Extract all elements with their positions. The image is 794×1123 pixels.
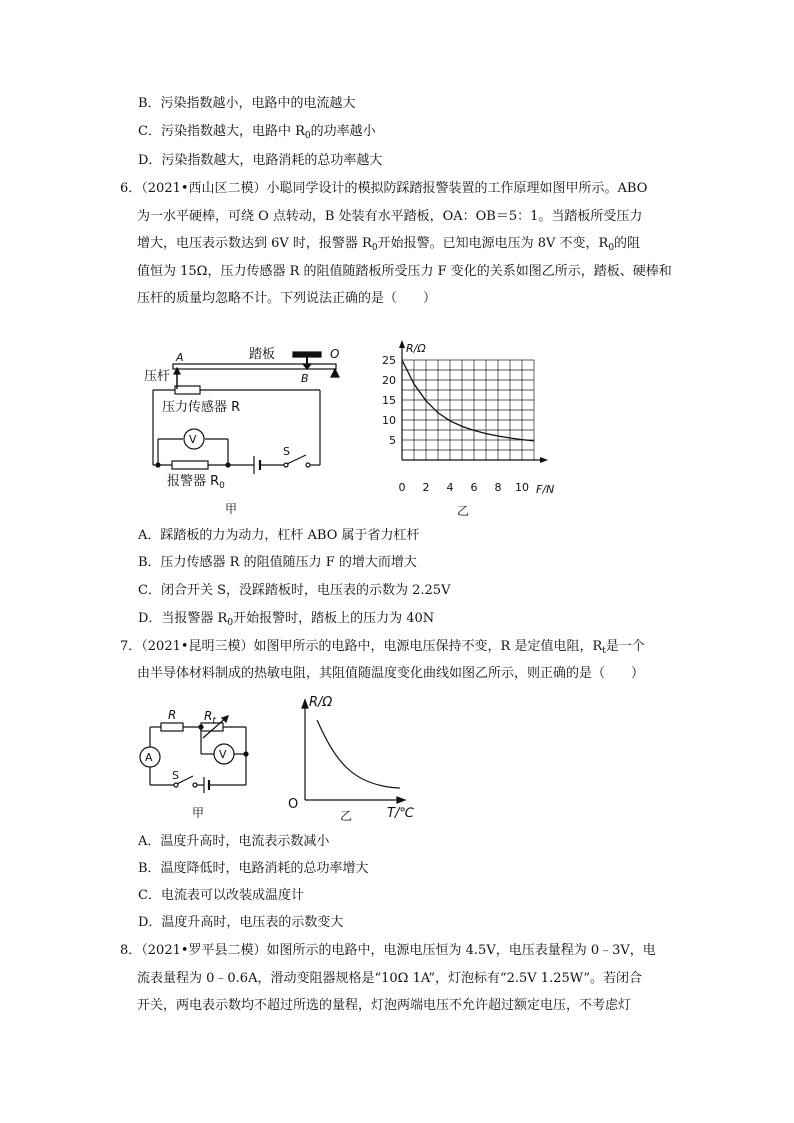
switch-contact-right (306, 463, 310, 467)
label-switch: S (172, 769, 179, 782)
pedal (293, 352, 321, 357)
alarm-resistor (172, 461, 208, 469)
y-tick-label: 15 (382, 394, 396, 407)
q7-figure-jia (140, 716, 248, 793)
q8-line-1: 8．（2021•罗平县二模）如图所示的电路中，电源电压恒为 4.5V，电压表量程为 0﹣3V，电 (120, 943, 656, 958)
label-voltmeter: V (189, 433, 197, 446)
y-tick-label: 5 (389, 434, 396, 447)
pivot-o (331, 369, 339, 377)
y-tick-label: 10 (382, 414, 396, 427)
point-b-marker (303, 364, 311, 369)
q6-line-2: 为一水平硬棒，可绕 O 点转动，B 处装有水平踏板，OA：OB＝5：1。当踏板所受压力 (137, 209, 643, 224)
caption-jia: 甲 (192, 806, 205, 820)
q6-chart-r-f (382, 340, 554, 518)
y-axis-label: R/Ω (406, 342, 426, 355)
label-t-celsius: T/℃ (387, 806, 414, 821)
label-ammeter: A (145, 751, 153, 764)
x-tick-label: 4 (446, 481, 454, 494)
label-sensor: 压力传感器 R (162, 400, 241, 415)
label-pedal: 踏板 (249, 347, 276, 362)
q6-option-d[interactable]: D．当报警器 $R_0$开始报警时，踏板上的压力为 40N (138, 611, 435, 628)
label-press-rod: 压杆 (144, 369, 171, 384)
label-origin: O (288, 797, 299, 812)
q5-option-b: B．污染指数越小，电路中的电流越大 (138, 96, 356, 111)
caption-yi: 乙 (340, 809, 353, 823)
q6-option-a[interactable]: A．踩踏板的力为动力，杠杆 ABO 属于省力杠杆 (138, 528, 420, 543)
x-tick-label: 0 (398, 481, 406, 494)
x-axis-arrow (540, 457, 548, 463)
x-tick-label: 2 (422, 481, 430, 494)
q6-line-3: 增大，电压表示数达到 6V 时，报警器 $R_0$开始报警。已知电源电压为 8V 不变，$R_0$的阻 (137, 236, 641, 253)
q6-line-4: 值恒为 15Ω，压力传感器 R 的阻值随踏板所受压力 F 变化的关系如图乙所示，踏板、硬棒和 (137, 264, 672, 279)
y-axis-arrow (399, 340, 405, 348)
q8-line-3: 开关，两电表示数均不超过所选的量程，灯泡两端电压不允许超过额定电压，不考虑灯 (137, 998, 632, 1013)
x-tick-label: 8 (494, 481, 502, 494)
q7-line-1: 7．（2021•昆明三模）如图甲所示的电路中，电源电压保持不变，R 是定值电阻，$R_t$是一个 (120, 639, 645, 656)
label-voltmeter: V (219, 748, 227, 761)
resistor-r (161, 723, 183, 731)
label-r-ohm: R/Ω (309, 695, 333, 710)
label-switch: S (283, 445, 290, 458)
label-b: B (301, 372, 309, 385)
lever-bar (173, 364, 336, 369)
switch-blade (177, 776, 193, 784)
label-alarm: 报警器 $R_0$ (167, 474, 225, 491)
y-axis-arrow (302, 700, 308, 708)
y-tick-label: 25 (382, 354, 396, 367)
q5-option-c: C．污染指数越大，电路中 $R_0$的功率越小 (138, 124, 376, 141)
label-r: R (168, 708, 177, 722)
y-tick-label: 20 (382, 374, 396, 387)
q6-option-c[interactable]: C．闭合开关 S，没踩踏板时，电压表的示数为 2.25V (138, 583, 451, 598)
label-rt: $R_t$ (204, 709, 216, 726)
x-tick-label: 6 (470, 481, 478, 494)
q7-line-2: 由半导体材料制成的热敏电阻，其阻值随温度变化曲线如图乙所示，则正确的是（ ） (137, 666, 645, 681)
series-line-r-f (402, 360, 534, 441)
switch-contact-right (193, 783, 197, 787)
label-a: A (176, 351, 184, 364)
curve-r-t (317, 720, 400, 788)
caption-jia: 甲 (225, 502, 238, 516)
q8-line-2: 流表量程为 0﹣0.6A，滑动变阻器规格是“10Ω 1A”，灯泡标有“2.5V 1.25W”。若闭合 (137, 971, 642, 986)
q6-line-1: 6．（2021•西山区二模）小聪同学设计的模拟防踩踏报警装置的工作原理如图甲所示。ABO (120, 181, 648, 196)
sensor-resistor (175, 386, 200, 394)
q7-option-a[interactable]: A．温度升高时，电流表示数减小 (138, 834, 330, 849)
x-axis-label: F/N (536, 483, 555, 496)
q5-option-d: D．污染指数越大，电路消耗的总功率越大 (138, 153, 383, 168)
q7-option-d[interactable]: D．温度升高时，电压表的示数变大 (138, 915, 344, 930)
x-tick-label: 10 (515, 481, 529, 494)
q6-line-5: 压杆的质量均忽略不计。下列说法正确的是（ ） (137, 291, 437, 306)
caption-yi: 乙 (457, 504, 470, 518)
q6-option-b[interactable]: B．压力传感器 R 的阻值随压力 F 的增大而增大 (138, 555, 417, 570)
label-o: O (330, 347, 340, 361)
q7-figure-yi (302, 700, 405, 803)
x-axis-arrow (397, 797, 405, 803)
q7-option-b[interactable]: B．温度降低时，电路消耗的总功率增大 (138, 861, 369, 876)
q7-option-c[interactable]: C．电流表可以改装成温度计 (138, 888, 304, 903)
